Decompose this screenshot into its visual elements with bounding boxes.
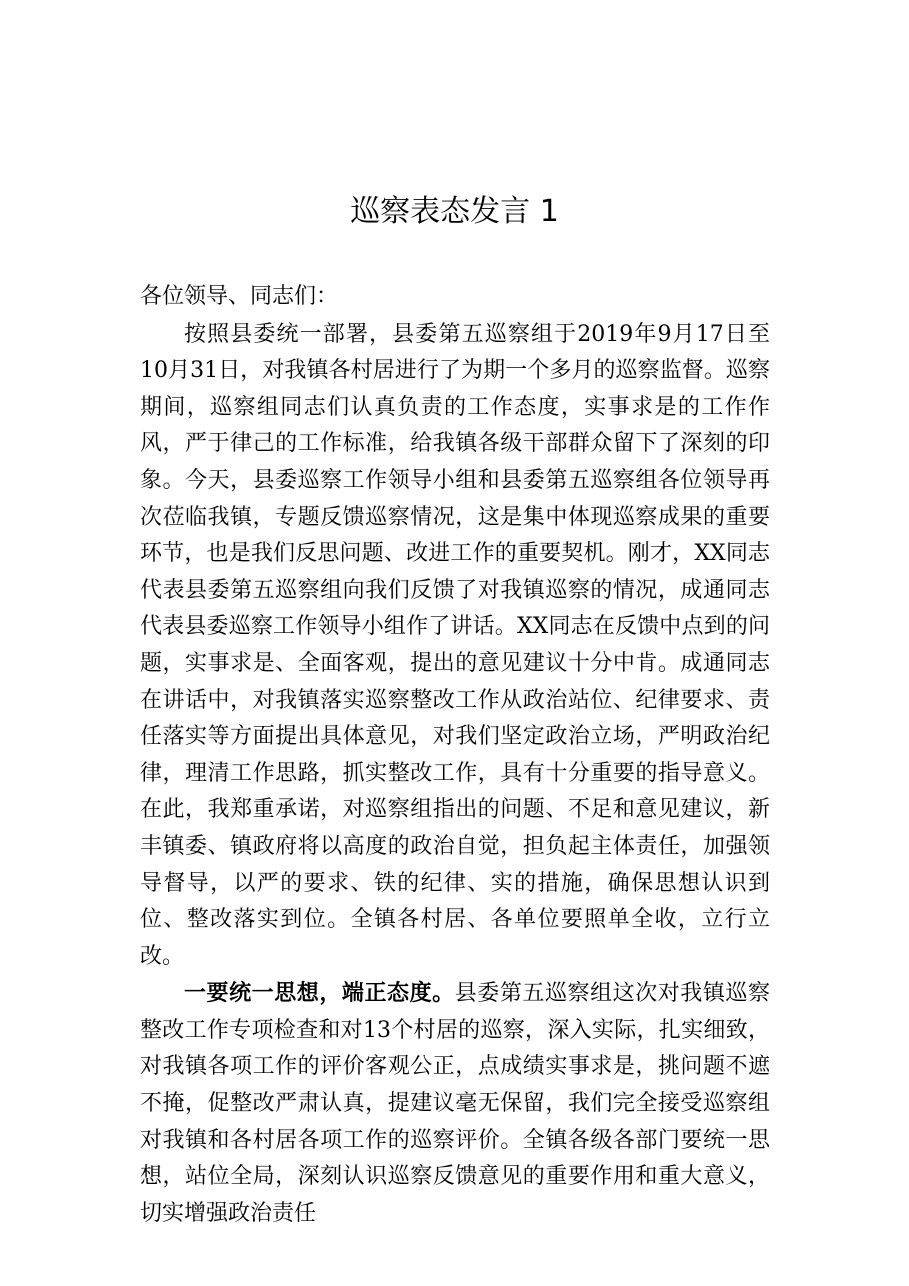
document-body <box>140 279 770 1232</box>
salutation: 各位领导、同志们： <box>140 284 339 309</box>
document-title: 巡察表态发言 1 <box>350 194 559 229</box>
paragraph-lead: 一要统一思想，端正态度。 <box>184 980 455 1007</box>
paragraph-text: 县委第五巡察组这次对我镇巡察整改工作专项检查和对13个村居的巡察，深入实际，扎实细致，对我镇各项工作的评价客观公正，点成绩实事求是，挑问题不遮不掩，促整改严肃认真，提建议毫无保留，我们完全接受巡察组对我镇和各村居各项工作的巡察评价。全镇各级各部门要统一思想，站位全局，深刻认识巡察反馈意见的重要作用和重大意义，切实增强政治责任 <box>140 981 770 1226</box>
paragraph-text: 按照县委统一部署，县委第五巡察组于2019年9月17日至10月31日，对我镇各村居进行了为期一个多月的巡察监督。巡察期间，巡察组同志们认真负责的工作态度，实事求是的工作作风，严于律己的工作标准，给我镇各级干部群众留下了深刻的印象。今天，县委巡察工作领导小组和县委第五巡察组各位领导再次莅临我镇，专题反馈巡察情况，这是集中体现巡察成果的重要环节，也是我们反思问题、改进工作的重要契机。刚才，XX同志代表县委第五巡察组向我们反馈了对我镇巡察的情况，成通同志代表县委巡察工作领导小组作了讲话。XX同志在反馈中点到的问题，实事求是、全面客观，提出的意见建议十分中肯。成通同志在讲话中，对我镇落实巡察整改工作从政治站位、纪律要求、责任落实等方面提出具体意见，对我们坚定政治立场，严明政治纪律，理清工作思路，抓实整改工作，具有十分重要的指导意义。在此，我郑重承诺，对巡察组指出的问题、不足和意见建议，新丰镇委、镇政府将以高度的政治自觉，担负起主体责任，加强领导督导，以严的要求、铁的纪律、实的措施，确保思想认识到位、整改落实到位。全镇各村居、各单位要照单全收，立行立改。 <box>140 321 770 969</box>
paragraph-1 <box>140 316 770 976</box>
paragraph-2 <box>140 975 770 1232</box>
